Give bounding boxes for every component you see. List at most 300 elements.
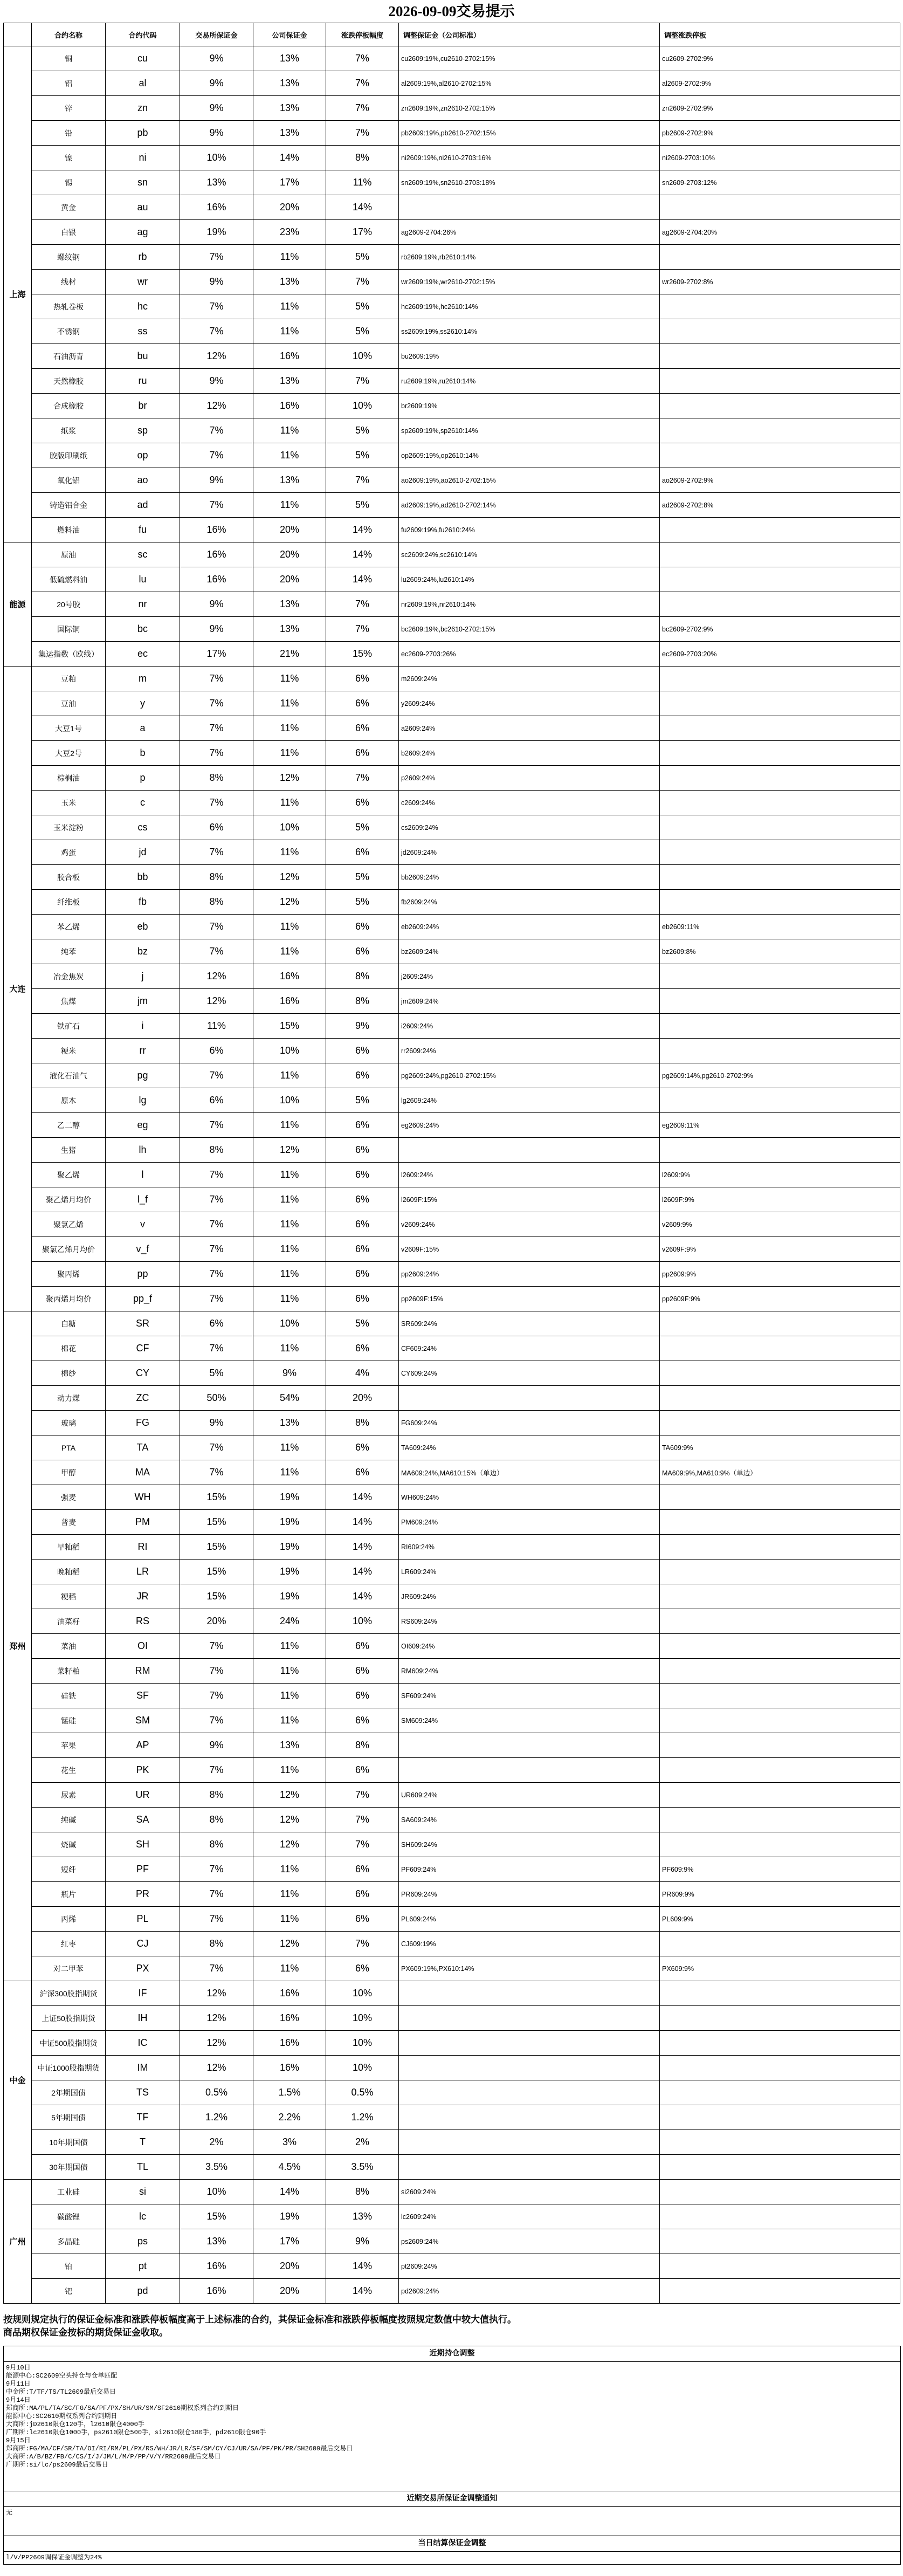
contract-code: SM [106,1708,180,1733]
header-exchange [4,23,32,46]
price-limit: 6% [326,791,399,815]
contract-code: i [106,1014,180,1039]
company-margin: 16% [253,394,326,418]
company-margin: 13% [253,468,326,493]
adjusted-margin: sp2609:19%,sp2610:14% [399,418,660,443]
exchange-margin: 3.5% [180,2155,253,2180]
company-margin: 13% [253,46,326,71]
contract-name: 大豆1号 [32,716,106,741]
adjusted-limit [660,518,900,542]
adjusted-limit [660,1783,900,1808]
contract-code: c [106,791,180,815]
contract-name: 菜籽粕 [32,1659,106,1684]
table-row [4,840,900,865]
company-margin: 10% [253,1311,326,1336]
adjusted-margin: lc2609:24% [399,2204,660,2229]
price-limit: 7% [326,1783,399,1808]
contract-code: ni [106,146,180,170]
price-limit: 6% [326,1956,399,1981]
contract-code: si [106,2180,180,2204]
contract-name: 聚丙烯 [32,1262,106,1287]
company-margin: 12% [253,766,326,791]
contract-name: 工业硅 [32,2180,106,2204]
contract-code: m [106,667,180,691]
price-limit: 8% [326,2180,399,2204]
table-row [4,2105,900,2130]
exchange-margin: 7% [180,1882,253,1907]
table-row [4,1163,900,1187]
price-limit: 8% [326,989,399,1014]
adjustment-sections [3,2346,901,2565]
price-limit: 8% [326,1411,399,1435]
price-limit: 8% [326,1733,399,1758]
contract-code: v [106,1212,180,1237]
contract-name: 原木 [32,1088,106,1113]
exchange-margin: 7% [180,716,253,741]
company-margin: 17% [253,2229,326,2254]
table-row [4,2204,900,2229]
price-limit: 6% [326,691,399,716]
exchange-margin: 15% [180,1535,253,1560]
adjusted-limit [660,1932,900,1956]
contract-name: 聚丙烯月均价 [32,1287,106,1311]
contract-code: ec [106,642,180,667]
contract-code: TS [106,2080,180,2105]
company-margin: 11% [253,1460,326,1485]
section-title-position: 近期持仓调整 [4,2346,900,2362]
contract-code: UR [106,1783,180,1808]
exchange-margin: 7% [180,915,253,939]
contract-code: rb [106,245,180,270]
table-row [4,1138,900,1163]
adjusted-margin: bb2609:24% [399,865,660,890]
exchange-margin: 7% [180,1684,253,1708]
company-margin: 12% [253,1138,326,1163]
price-limit: 6% [326,1435,399,1460]
company-margin: 11% [253,1262,326,1287]
exchange-margin: 9% [180,270,253,294]
contract-name: 豆油 [32,691,106,716]
contract-code: bb [106,865,180,890]
price-limit: 6% [326,1039,399,1063]
header-adjusted-limit: 调整涨跌停板 [660,23,900,46]
contract-name: 不锈钢 [32,319,106,344]
price-limit: 7% [326,1932,399,1956]
price-limit: 6% [326,1882,399,1907]
adjusted-margin: ru2609:19%,ru2610:14% [399,369,660,394]
adjusted-limit: eb2609:11% [660,915,900,939]
contract-code: zn [106,96,180,121]
exchange-margin: 9% [180,592,253,617]
table-row [4,667,900,691]
table-row [4,1187,900,1212]
contract-code: pd [106,2279,180,2304]
adjusted-limit [660,394,900,418]
adjusted-margin: hc2609:19%,hc2610:14% [399,294,660,319]
contract-code: RM [106,1659,180,1684]
adjusted-limit [660,2006,900,2031]
exchange-margin: 7% [180,418,253,443]
price-limit: 5% [326,319,399,344]
company-margin: 19% [253,1535,326,1560]
section-title-settlement: 当日结算保证金调整 [4,2536,900,2552]
contract-code: br [106,394,180,418]
contract-code: WH [106,1485,180,1510]
adjusted-margin: WH609:24% [399,1485,660,1510]
adjusted-margin: ss2609:19%,ss2610:14% [399,319,660,344]
exchange-margin: 7% [180,1708,253,1733]
adjusted-limit [660,840,900,865]
price-limit: 6% [326,1262,399,1287]
adjusted-margin: ad2609:19%,ad2610-2702:14% [399,493,660,518]
section-line: l/V/PP2609调保证金调整为24% [6,2554,102,2561]
exchange-label: 中金 [4,1981,32,2180]
adjusted-margin [399,2105,660,2130]
company-margin: 19% [253,1560,326,1584]
adjusted-limit [660,667,900,691]
exchange-margin: 7% [180,493,253,518]
price-limit: 6% [326,716,399,741]
company-margin: 20% [253,195,326,220]
exchange-margin: 12% [180,344,253,369]
table-row [4,170,900,195]
price-limit: 5% [326,245,399,270]
header-company-margin: 公司保证金 [253,23,326,46]
price-limit: 7% [326,96,399,121]
notice-line: 商品期权保证金按标的期货保证金收取。 [3,2327,168,2338]
adjusted-margin: zn2609:19%,zn2610-2702:15% [399,96,660,121]
contract-code: l [106,1163,180,1187]
contract-name: 镍 [32,146,106,170]
table-row [4,915,900,939]
exchange-margin: 13% [180,170,253,195]
table-row [4,989,900,1014]
contract-name: 纸浆 [32,418,106,443]
exchange-margin: 7% [180,1212,253,1237]
company-margin: 24% [253,1609,326,1634]
exchange-margin: 7% [180,245,253,270]
contract-code: sp [106,418,180,443]
company-margin: 11% [253,319,326,344]
price-limit: 5% [326,294,399,319]
table-row [4,1684,900,1708]
adjusted-limit [660,319,900,344]
price-limit: 1.2% [326,2105,399,2130]
price-limit: 10% [326,2056,399,2080]
adjusted-margin [399,2130,660,2155]
contract-name: 乙二醇 [32,1113,106,1138]
exchange-margin: 7% [180,443,253,468]
adjusted-limit [660,1758,900,1783]
contract-name: 20号胶 [32,592,106,617]
section-line: 能源中心:SC2609空头持仓与仓单匹配 [6,2372,118,2380]
price-limit: 6% [326,1857,399,1882]
adjusted-margin: CY609:24% [399,1361,660,1386]
adjusted-margin: fb2609:24% [399,890,660,915]
adjusted-margin [399,1386,660,1411]
contract-code: wr [106,270,180,294]
table-header-row [4,23,900,46]
company-margin: 11% [253,418,326,443]
contract-name: 氧化铝 [32,468,106,493]
adjusted-limit: pp2609:9% [660,1262,900,1287]
adjusted-limit [660,245,900,270]
adjusted-limit [660,2031,900,2056]
adjusted-margin: i2609:24% [399,1014,660,1039]
contract-name: 中证500股指期货 [32,2031,106,2056]
adjusted-margin: RS609:24% [399,1609,660,1634]
contract-code: TF [106,2105,180,2130]
exchange-margin: 1.2% [180,2105,253,2130]
price-limit: 7% [326,369,399,394]
price-limit: 10% [326,2006,399,2031]
company-margin: 12% [253,1808,326,1832]
exchange-margin: 12% [180,1981,253,2006]
adjusted-limit [660,1659,900,1684]
contract-code: bz [106,939,180,964]
contract-name: 锌 [32,96,106,121]
adjusted-limit [660,964,900,989]
company-margin: 13% [253,121,326,146]
contract-code: op [106,443,180,468]
contract-name: 鸡蛋 [32,840,106,865]
adjusted-limit [660,815,900,840]
adjusted-margin: v2609F:15% [399,1237,660,1262]
contract-code: CY [106,1361,180,1386]
contract-code: lh [106,1138,180,1163]
adjusted-margin: ni2609:19%,ni2610-2703:16% [399,146,660,170]
contract-name: 白银 [32,220,106,245]
contract-name: 天然橡胶 [32,369,106,394]
company-margin: 11% [253,915,326,939]
contract-code: a [106,716,180,741]
adjusted-limit [660,195,900,220]
contract-name: 聚乙烯月均价 [32,1187,106,1212]
contract-name: 白糖 [32,1311,106,1336]
adjusted-limit [660,2155,900,2180]
exchange-margin: 8% [180,1832,253,1857]
contract-code: cu [106,46,180,71]
adjusted-limit: ni2609-2703:10% [660,146,900,170]
company-margin: 11% [253,1907,326,1932]
adjusted-limit [660,1609,900,1634]
contract-name: 铝 [32,71,106,96]
contract-name: 普麦 [32,1510,106,1535]
contract-name: PTA [32,1435,106,1460]
adjusted-margin: si2609:24% [399,2180,660,2204]
adjusted-margin: pp2609:24% [399,1262,660,1287]
table-row [4,443,900,468]
table-row [4,1113,900,1138]
company-margin: 9% [253,1361,326,1386]
company-margin: 3% [253,2130,326,2155]
adjusted-margin: pd2609:24% [399,2279,660,2304]
section-line: 9月14日 [6,2396,31,2404]
table-row [4,1510,900,1535]
table-row [4,1361,900,1386]
table-row [4,1882,900,1907]
section-body-position [4,2362,900,2491]
adjusted-margin: op2609:19%,op2610:14% [399,443,660,468]
contract-code: SR [106,1311,180,1336]
company-margin: 11% [253,1708,326,1733]
adjusted-limit [660,2080,900,2105]
adjusted-margin [399,1138,660,1163]
price-limit: 6% [326,1212,399,1237]
table-row [4,369,900,394]
table-row [4,1808,900,1832]
exchange-margin: 6% [180,1088,253,1113]
table-row [4,418,900,443]
table-row [4,2279,900,2304]
table-row [4,2080,900,2105]
adjusted-limit: sn2609-2703:12% [660,170,900,195]
contract-code: FG [106,1411,180,1435]
table-row [4,815,900,840]
adjusted-margin: bc2609:19%,bc2610-2702:15% [399,617,660,642]
contract-code: sc [106,542,180,567]
exchange-label: 郑州 [4,1311,32,1981]
contract-code: pp_f [106,1287,180,1311]
contract-code: bc [106,617,180,642]
section-line: 9月10日 [6,2364,31,2372]
exchange-margin: 2% [180,2130,253,2155]
table-row [4,518,900,542]
exchange-margin: 8% [180,1783,253,1808]
contract-code: ag [106,220,180,245]
contract-name: 沪深300股指期货 [32,1981,106,2006]
exchange-margin: 7% [180,1113,253,1138]
adjusted-limit [660,865,900,890]
company-margin: 12% [253,1832,326,1857]
adjusted-margin: pt2609:24% [399,2254,660,2279]
exchange-margin: 9% [180,369,253,394]
contract-name: 铁矿石 [32,1014,106,1039]
company-margin: 16% [253,344,326,369]
company-margin: 12% [253,1932,326,1956]
table-row [4,1560,900,1584]
company-margin: 11% [253,294,326,319]
contract-name: 纤维板 [32,890,106,915]
table-row [4,1634,900,1659]
page-title: 2026-09-09交易提示 [388,3,515,19]
company-margin: 11% [253,1857,326,1882]
section-body-exchange-notice [4,2507,900,2536]
exchange-margin: 7% [180,1163,253,1187]
exchange-margin: 16% [180,542,253,567]
adjusted-limit [660,1411,900,1435]
adjusted-margin [399,195,660,220]
adjusted-margin: SA609:24% [399,1808,660,1832]
price-limit: 5% [326,418,399,443]
adjusted-limit: pb2609-2702:9% [660,121,900,146]
adjusted-margin: v2609:24% [399,1212,660,1237]
adjusted-limit [660,1981,900,2006]
adjusted-margin: j2609:24% [399,964,660,989]
price-limit: 14% [326,1535,399,1560]
exchange-margin: 8% [180,766,253,791]
exchange-margin: 12% [180,394,253,418]
price-limit: 3.5% [326,2155,399,2180]
contract-code: ZC [106,1386,180,1411]
contract-name: 线材 [32,270,106,294]
exchange-margin: 19% [180,220,253,245]
section-body-settlement [4,2552,900,2565]
exchange-margin: 8% [180,1932,253,1956]
table-row [4,617,900,642]
adjusted-margin: PX609:19%,PX610:14% [399,1956,660,1981]
price-limit: 7% [326,617,399,642]
adjusted-margin: lu2609:24%,lu2610:14% [399,567,660,592]
exchange-margin: 13% [180,2229,253,2254]
contract-name: 动力煤 [32,1386,106,1411]
contract-name: 对二甲苯 [32,1956,106,1981]
exchange-margin: 15% [180,2204,253,2229]
price-limit: 5% [326,890,399,915]
section-line: 无 [6,2509,13,2517]
contract-name: 豆粕 [32,667,106,691]
company-margin: 11% [253,1237,326,1262]
exchange-margin: 7% [180,691,253,716]
contract-code: jd [106,840,180,865]
table-row [4,691,900,716]
section-line: 大商所:A/B/BZ/FB/C/CS/I/J/JM/L/M/P/PP/V/Y/RR2609最后交易日 [6,2453,221,2461]
exchange-margin: 15% [180,1510,253,1535]
contract-code: fb [106,890,180,915]
table-row [4,220,900,245]
adjusted-margin: sc2609:24%,sc2610:14% [399,542,660,567]
exchange-margin: 12% [180,2056,253,2080]
adjusted-limit: v2609:9% [660,1212,900,1237]
contract-name: 尿素 [32,1783,106,1808]
exchange-margin: 12% [180,989,253,1014]
table-row [4,964,900,989]
exchange-margin: 15% [180,1560,253,1584]
company-margin: 16% [253,2031,326,2056]
exchange-margin: 6% [180,1311,253,1336]
contract-name: 强麦 [32,1485,106,1510]
price-limit: 0.5% [326,2080,399,2105]
contract-code: T [106,2130,180,2155]
price-limit: 7% [326,468,399,493]
contract-name: 苹果 [32,1733,106,1758]
contract-name: 多晶硅 [32,2229,106,2254]
table-row [4,2056,900,2080]
adjusted-margin: a2609:24% [399,716,660,741]
exchange-margin: 9% [180,71,253,96]
table-row [4,1336,900,1361]
company-margin: 12% [253,1783,326,1808]
company-margin: 20% [253,542,326,567]
adjusted-limit [660,2279,900,2304]
contract-code: JR [106,1584,180,1609]
adjusted-limit: ad2609-2702:8% [660,493,900,518]
adjusted-limit: l2609:9% [660,1163,900,1187]
contract-name: 棉花 [32,1336,106,1361]
adjusted-margin: l2609F:15% [399,1187,660,1212]
price-limit: 11% [326,170,399,195]
margin-table [3,23,900,2304]
price-limit: 7% [326,1808,399,1832]
adjusted-limit [660,1039,900,1063]
contract-code: PR [106,1882,180,1907]
adjusted-limit [660,1510,900,1535]
exchange-margin: 50% [180,1386,253,1411]
company-margin: 13% [253,96,326,121]
adjusted-limit [660,2105,900,2130]
contract-code: RI [106,1535,180,1560]
adjusted-limit [660,592,900,617]
